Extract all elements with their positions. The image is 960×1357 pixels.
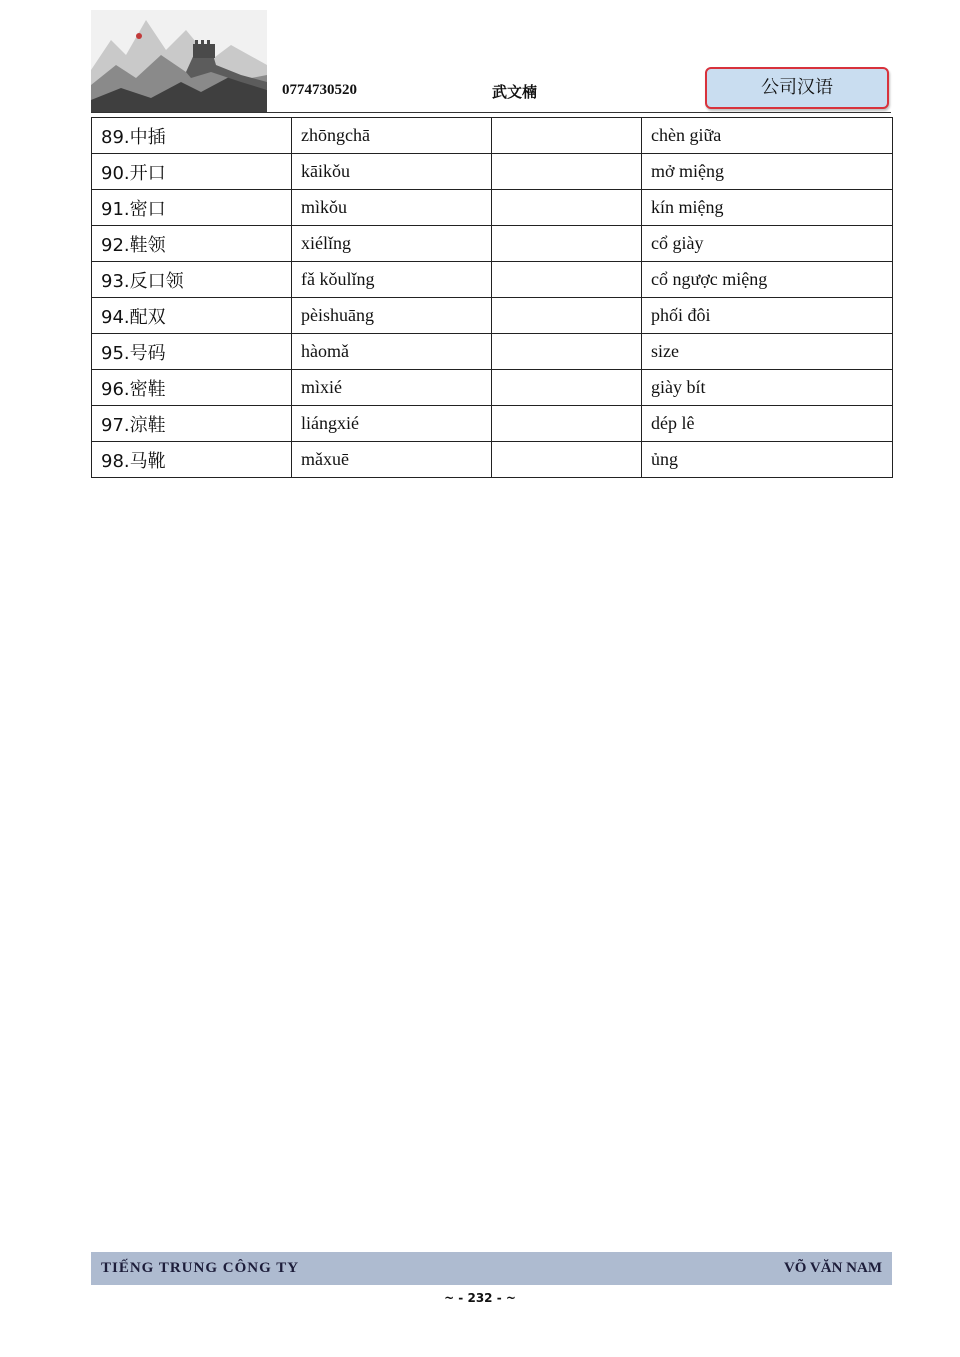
pinyin-cell: zhōngchā xyxy=(292,118,492,154)
meaning-cell: kín miệng xyxy=(642,190,893,226)
empty-cell xyxy=(492,298,642,334)
vocabulary-table xyxy=(91,117,893,478)
hanzi-cell: 97.涼鞋 xyxy=(92,406,292,442)
table-row xyxy=(92,442,893,478)
table-row xyxy=(92,406,893,442)
empty-cell xyxy=(492,370,642,406)
header-phone-number: 0774730520 xyxy=(282,82,357,98)
pinyin-cell: kāikǒu xyxy=(292,154,492,190)
pinyin-cell: mìxié xyxy=(292,370,492,406)
pinyin-cell: xiélǐng xyxy=(292,226,492,262)
hanzi-cell: 94.配双 xyxy=(92,298,292,334)
table-row xyxy=(92,298,893,334)
table-row xyxy=(92,226,893,262)
empty-cell xyxy=(492,226,642,262)
pinyin-cell: mǎxuē xyxy=(292,442,492,478)
empty-cell xyxy=(492,262,642,298)
empty-cell xyxy=(492,118,642,154)
header-title-badge: 公司汉语 xyxy=(705,67,889,109)
empty-cell xyxy=(492,154,642,190)
meaning-cell: chèn giữa xyxy=(642,118,893,154)
meaning-cell: size xyxy=(642,334,893,370)
table-row xyxy=(92,154,893,190)
table-row xyxy=(92,370,893,406)
empty-cell xyxy=(492,442,642,478)
meaning-cell: giày bít xyxy=(642,370,893,406)
hanzi-cell: 96.密鞋 xyxy=(92,370,292,406)
hanzi-cell: 90.开口 xyxy=(92,154,292,190)
header-divider xyxy=(91,112,891,113)
empty-cell xyxy=(492,334,642,370)
header-author-name: 武文楠 xyxy=(492,83,538,101)
table-row xyxy=(92,334,893,370)
meaning-cell: cổ giày xyxy=(642,226,893,262)
pinyin-cell: pèishuāng xyxy=(292,298,492,334)
meaning-cell: ủng xyxy=(642,442,893,478)
footer-course-title: TIẾNG TRUNG CÔNG TY xyxy=(101,1260,300,1276)
hanzi-cell: 91.密口 xyxy=(92,190,292,226)
meaning-cell: cổ ngược miệng xyxy=(642,262,893,298)
pinyin-cell: hàomǎ xyxy=(292,334,492,370)
hanzi-cell: 98.马靴 xyxy=(92,442,292,478)
table-row xyxy=(92,118,893,154)
pinyin-cell: mìkǒu xyxy=(292,190,492,226)
hanzi-cell: 89.中插 xyxy=(92,118,292,154)
page-number: ~ - 232 - ~ xyxy=(444,1291,516,1305)
meaning-cell: mở miệng xyxy=(642,154,893,190)
great-wall-header-image xyxy=(91,10,267,112)
table-row xyxy=(92,262,893,298)
footer-author-name: VÕ VĂN NAM xyxy=(783,1260,882,1276)
footer-bar xyxy=(91,1252,892,1285)
hanzi-cell: 92.鞋领 xyxy=(92,226,292,262)
meaning-cell: dép lê xyxy=(642,406,893,442)
hanzi-cell: 93.反口领 xyxy=(92,262,292,298)
pinyin-cell: liángxié xyxy=(292,406,492,442)
table-row xyxy=(92,190,893,226)
hanzi-cell: 95.号码 xyxy=(92,334,292,370)
empty-cell xyxy=(492,406,642,442)
empty-cell xyxy=(492,190,642,226)
meaning-cell: phối đôi xyxy=(642,298,893,334)
pinyin-cell: fǎ kǒulǐng xyxy=(292,262,492,298)
